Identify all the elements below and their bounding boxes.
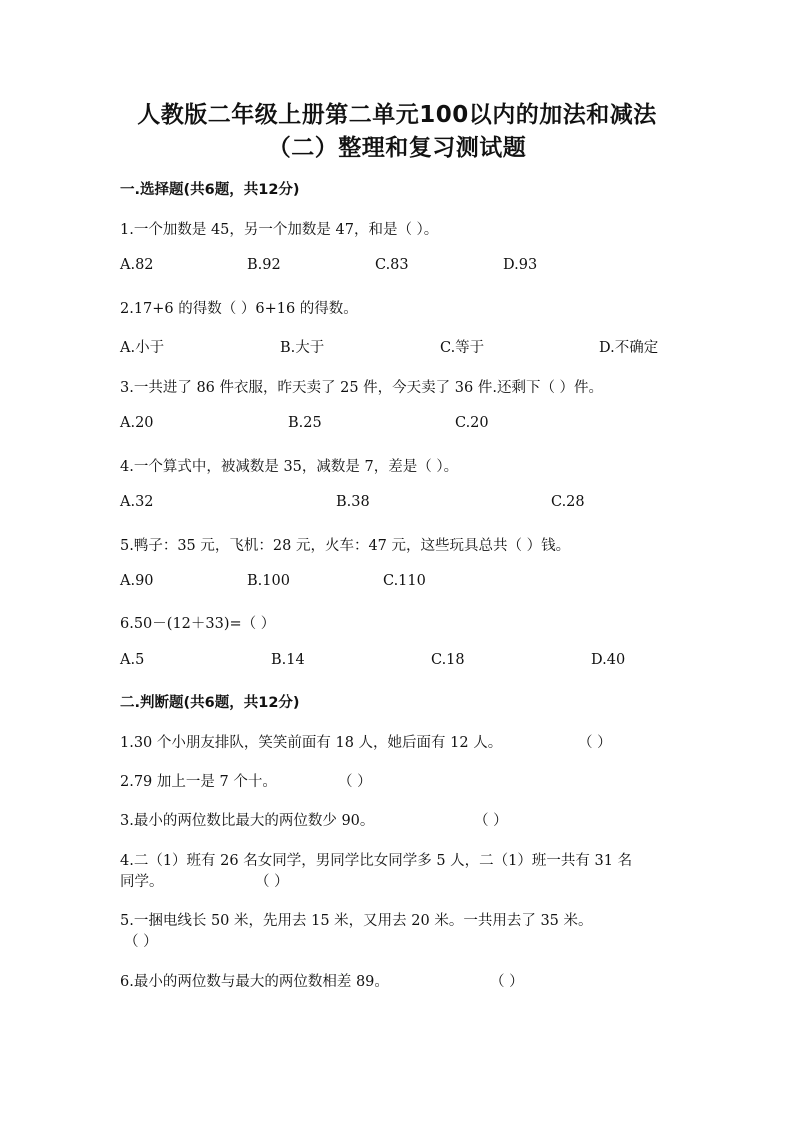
page-subtitle: （二）整理和复习测试题 [267,135,527,161]
choice-option[interactable]: A.5 [120,652,145,668]
choice-question-3: 3.一共进了 86 件衣服，昨天卖了 25 件，今天卖了 36 件.还剩下（ ）件。 [120,380,604,396]
answer-blank[interactable]: （ ） [124,934,158,950]
answer-blank[interactable]: （ ） [474,813,508,829]
answer-blank[interactable]: （ ） [255,874,289,890]
judge-question-4-continued: 同学。 [120,874,164,890]
judge-question-6: 6.最小的两位数与最大的两位数相差 89。 [120,974,389,990]
choice-option[interactable]: C.110 [383,573,426,589]
choice-option[interactable]: C.83 [375,257,409,273]
choice-option[interactable]: A.20 [120,415,154,431]
judge-question-2: 2.79 加上一是 7 个十。 [120,774,277,790]
choice-option[interactable]: B.38 [336,494,370,510]
answer-blank[interactable]: （ ） [490,974,524,990]
choice-option[interactable]: B.大于 [280,340,325,356]
choice-question-1: 1.一个加数是 45，另一个加数是 47，和是（ ）。 [120,222,439,238]
choice-option[interactable]: B.100 [247,573,290,589]
judge-question-4: 4.二（1）班有 26 名女同学，男同学比女同学多 5 人，二（1）班一共有 31 名 [120,853,633,869]
judge-question-3: 3.最小的两位数比最大的两位数少 90。 [120,813,375,829]
choice-option[interactable]: D.40 [591,652,626,668]
choice-option[interactable]: A.32 [120,494,154,510]
answer-blank[interactable]: （ ） [578,735,612,751]
choice-option[interactable]: A.82 [120,257,154,273]
choice-option[interactable]: C.20 [455,415,489,431]
page-title: 人教版二年级上册第二单元100以内的加法和减法 [137,102,657,128]
choice-option[interactable]: D.93 [503,257,538,273]
choice-option[interactable]: B.92 [247,257,281,273]
choice-question-2: 2.17+6 的得数（ ）6+16 的得数。 [120,301,358,317]
answer-blank[interactable]: （ ） [338,774,372,790]
choice-question-5: 5.鸭子：35 元，飞机：28 元，火车：47 元，这些玩具总共（ ）钱。 [120,538,571,554]
choice-question-6: 6.50－(12＋33)=（ ） [120,616,276,632]
judge-question-5: 5.一捆电线长 50 米，先用去 15 米，又用去 20 米。一共用去了 35 米。 [120,913,593,929]
judge-question-1: 1.30 个小朋友排队，笑笑前面有 18 人，她后面有 12 人。 [120,735,503,751]
choice-option[interactable]: A.小于 [120,340,165,356]
choice-option[interactable]: C.18 [431,652,465,668]
choice-option[interactable]: C.28 [551,494,585,510]
choice-option[interactable]: D.不确定 [599,340,659,356]
choice-option[interactable]: B.14 [271,652,305,668]
section-heading-choice: 一.选择题(共6题，共12分) [120,182,300,198]
choice-question-4: 4.一个算式中，被减数是 35，减数是 7，差是（ ）。 [120,459,459,475]
choice-option[interactable]: C.等于 [440,340,485,356]
section-heading-judge: 二.判断题(共6题，共12分) [120,695,300,711]
choice-option[interactable]: A.90 [120,573,154,589]
choice-option[interactable]: B.25 [288,415,322,431]
